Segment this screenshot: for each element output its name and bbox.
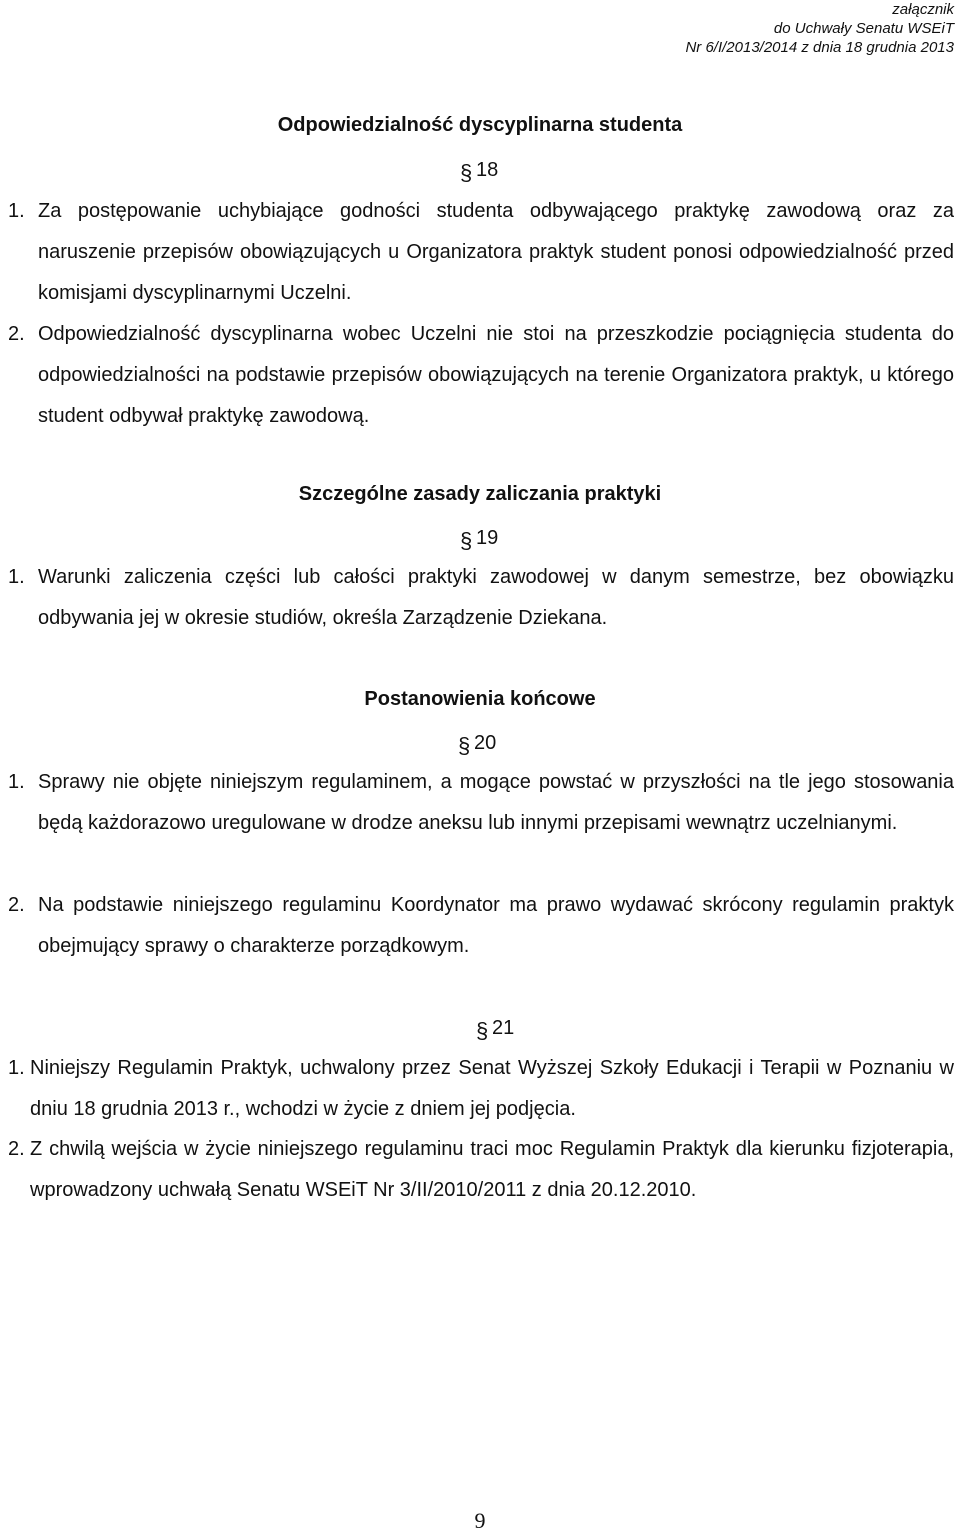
- section-number-value: 20: [474, 732, 497, 754]
- list-item: [8, 557, 954, 639]
- list-item-text: Sprawy nie objęte niniejszym regulaminem, a mogące powstać w przyszłości na tle jego stosowania będą każdorazowo uregulowane w drodze aneksu lub innymi przepisami wewnątrz uczelnianymi.: [38, 771, 954, 834]
- list-item-text: Warunki zaliczenia części lub całości praktyki zawodowej w danym semestrze, bez obowiązku odbywania jej w okresie studiów, określa Zarządzenie Dziekana.: [38, 566, 954, 629]
- list-item-number: 2.: [8, 323, 25, 345]
- list-item-text: Za postępowanie uchybiające godności studenta odbywającego praktykę zawodową oraz za naruszenie przepisów obowiązujących u Organizatora praktyk student ponosi odpowiedzialność przed komisjami dyscyplinarnymi Uczelni.: [38, 200, 954, 304]
- list-item-text: Na podstawie niniejszego regulaminu Koordynator ma prawo wydawać skrócony regulamin praktyk obejmujący sprawy o charakterze porządkowym.: [38, 894, 954, 957]
- header-resolution-label: do Uchwały Senatu WSEiT: [773, 20, 954, 37]
- document-header: [685, 0, 954, 57]
- svg-text:§: §: [476, 1018, 489, 1042]
- list-item-number: 2.: [8, 894, 25, 916]
- list-item: [8, 191, 954, 314]
- list-item-text: Z chwilą wejścia w życie niniejszego regulaminu traci moc Regulamin Praktyk dla kierunku fizjoterapia, wprowadzony uchwałą Senatu WSEiT Nr 3/II/2010/2011 z dnia 20.12.2010.: [30, 1138, 954, 1201]
- list-item-number: 2.: [8, 1138, 25, 1160]
- list-item: [8, 762, 954, 844]
- section-number-value: 19: [476, 527, 499, 549]
- list-item-number: 1.: [8, 566, 25, 588]
- section-number-21: [474, 1014, 514, 1040]
- list-item: [8, 1129, 954, 1211]
- header-attachment-label: załącznik: [892, 1, 954, 18]
- list-item-number: 1.: [8, 1057, 25, 1079]
- section-number-20: [456, 729, 496, 755]
- section-sign-icon: [458, 526, 476, 552]
- page-number: 9: [474, 1508, 486, 1533]
- section-sign-icon: [456, 731, 474, 757]
- section-sign-icon: [474, 1016, 492, 1042]
- section-title-final-provisions: Postanowienia końcowe: [364, 688, 596, 710]
- list-item-number: 1.: [8, 771, 25, 793]
- list-item: [8, 314, 954, 437]
- list-item-text: Odpowiedzialność dyscyplinarna wobec Uczelni nie stoi na przeszkodzie pociągnięcia studenta do odpowiedzialności na podstawie przepisów obowiązujących na terenie Organizatora praktyk, u którego student odbywał praktykę zawodową.: [38, 323, 954, 427]
- section-number-18: [458, 156, 498, 182]
- list-item-text: Niniejszy Regulamin Praktyk, uchwalony przez Senat Wyższej Szkoły Edukacji i Terapii w Poznaniu w dniu 18 grudnia 2013 r., wchodzi w życie z dniem jej podjęcia.: [30, 1057, 954, 1120]
- header-resolution-number: Nr 6/I/2013/2014 z dnia 18 grudnia 2013: [685, 39, 954, 56]
- section-number-value: 18: [476, 159, 499, 181]
- svg-text:§: §: [460, 160, 473, 184]
- section-number-value: 21: [492, 1017, 515, 1039]
- section-number-19: [458, 524, 498, 550]
- svg-text:§: §: [458, 733, 471, 757]
- section-title-disciplinary: Odpowiedzialność dyscyplinarna studenta: [277, 114, 683, 136]
- svg-text:§: §: [460, 528, 473, 552]
- section-title-special-rules: Szczególne zasady zaliczania praktyki: [298, 483, 662, 505]
- list-item: [8, 885, 954, 967]
- list-item-number: 1.: [8, 200, 25, 222]
- list-item: [8, 1048, 954, 1130]
- section-sign-icon: [458, 158, 476, 184]
